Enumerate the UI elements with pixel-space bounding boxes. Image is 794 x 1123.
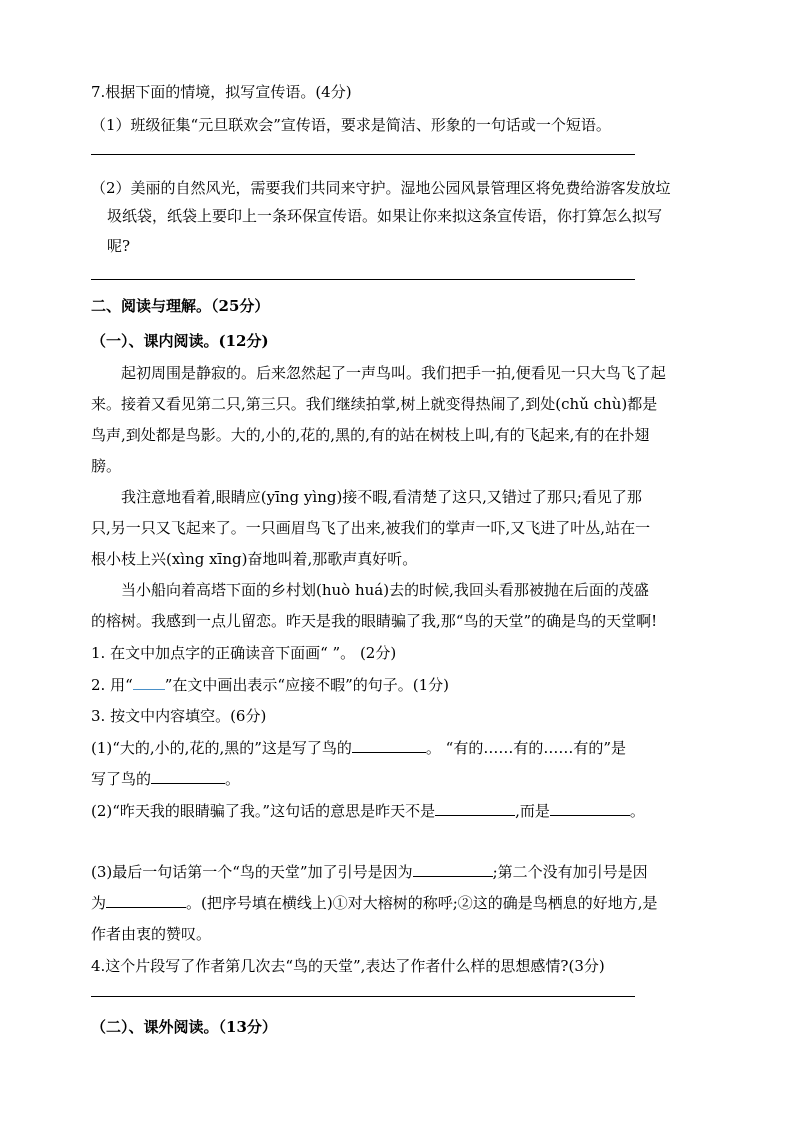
question-3-1-text-d: 。 (225, 770, 241, 788)
question-3-1-line-2 (91, 769, 240, 789)
section-2-sub-2-title: （二）、课外阅读。（13分） (91, 1018, 277, 1036)
question-3-3-text-b: ;第二个没有加引号是因 (492, 863, 648, 881)
question-1: 1. 在文中加点字的正确读音下面画“ ”。 (2分) (91, 644, 397, 662)
section-2-sub-1-title: （一）、课内阅读。(12分) (91, 332, 269, 350)
question-7-part-1: （1）班级征集“元旦联欢会”宣传语，要求是简洁、形象的一句话或一个短语。 (91, 116, 611, 134)
answer-line[interactable] (91, 996, 635, 997)
question-2-suffix: ”在文中画出表示“应接不暇”的句子。(1分) (164, 676, 450, 694)
fill-blank[interactable] (550, 801, 630, 816)
passage-line: 当小船向着高塔下面的乡村划(huò huá)去的时候,我回头看那被抛在后面的茂盛 (121, 581, 649, 599)
passage-line: 根小枝上兴(xìng xīng)奋地叫着,那歌声真好听。 (91, 550, 418, 568)
question-3-3-line-1 (91, 862, 648, 882)
question-3-3-text-c: 为 (91, 894, 107, 912)
question-7-part-2-line-2: 圾纸袋，纸袋上要印上一条环保宣传语。如果让你来拟这条宣传语，你打算怎么拟写 (107, 207, 663, 225)
question-2 (91, 675, 449, 695)
question-3-2-text-b: ,而是 (515, 802, 550, 820)
question-3: 3. 按文中内容填空。(6分) (91, 707, 267, 725)
fill-blank[interactable] (352, 738, 426, 753)
question-3-2 (91, 801, 645, 821)
question-3-1-text-b: 。 “有的……有的……有的”是 (425, 739, 626, 757)
question-7-title: 7.根据下面的情境，拟写宣传语。(4分) (91, 83, 352, 101)
question-3-3-text-a: (3)最后一句话第一个“鸟的天堂”加了引号是因为 (91, 863, 413, 881)
question-3-3-line-2 (91, 893, 658, 913)
fill-blank[interactable] (413, 862, 493, 877)
passage-line: 膀。 (91, 457, 122, 475)
question-3-2-text-a: (2)“昨天我的眼睛骗了我。”这句话的意思是昨天不是 (91, 802, 436, 820)
question-4: 4.这个片段写了作者第几次去“鸟的天堂”,表达了作者什么样的思想感情?(3分) (91, 957, 605, 975)
underline-sample (133, 675, 165, 690)
fill-blank[interactable] (151, 769, 225, 784)
question-3-1-text-c: 写了鸟的 (91, 770, 152, 788)
question-7-part-2-line-3: 呢? (107, 237, 131, 255)
question-2-prefix: 2. 用“ (91, 676, 133, 694)
passage-line: 鸟声,到处都是鸟影。大的,小的,花的,黑的,有的站在树枝上叫,有的飞起来,有的在扑翅 (91, 426, 650, 444)
passage-line: 我注意地看着,眼睛应(yīng yìng)接不暇,看清楚了这只,又错过了那只;看见了那 (121, 488, 642, 506)
question-3-1-line-1 (91, 738, 626, 758)
question-3-2-text-c: 。 (629, 802, 645, 820)
fill-blank[interactable] (435, 801, 515, 816)
section-2-title: 二、阅读与理解。（25分） (91, 297, 270, 315)
question-3-3-text-d: 。(把序号填在横线上)①对大榕树的称呼;②这的确是鸟栖息的好地方,是 (186, 894, 658, 912)
answer-line[interactable] (91, 154, 635, 155)
passage-line: 起初周围是静寂的。后来忽然起了一声鸟叫。我们把手一拍,便看见一只大鸟飞了起 (121, 364, 666, 382)
fill-blank[interactable] (106, 893, 186, 908)
answer-line[interactable] (91, 279, 635, 280)
question-3-1-text-a: (1)“大的,小的,花的,黑的”这是写了鸟的 (91, 739, 352, 757)
passage-line: 的榕树。我感到一点儿留恋。昨天是我的眼睛骗了我,那“鸟的天堂”的确是鸟的天堂啊! (91, 612, 658, 630)
question-7-part-2-line-1: （2）美丽的自然风光，需要我们共同来守护。湿地公园风景管理区将免费给游客发放垃 (91, 179, 671, 197)
passage-line: 只,另一只又飞起来了。一只画眉鸟飞了出来,被我们的掌声一吓,又飞进了叶丛,站在一 (91, 519, 651, 537)
question-3-3-line-3: 作者由衷的赞叹。 (91, 925, 212, 943)
passage-line: 来。接着又看见第二只,第三只。我们继续拍掌,树上就变得热闹了,到处(chǔ chù)都是 (91, 395, 658, 413)
